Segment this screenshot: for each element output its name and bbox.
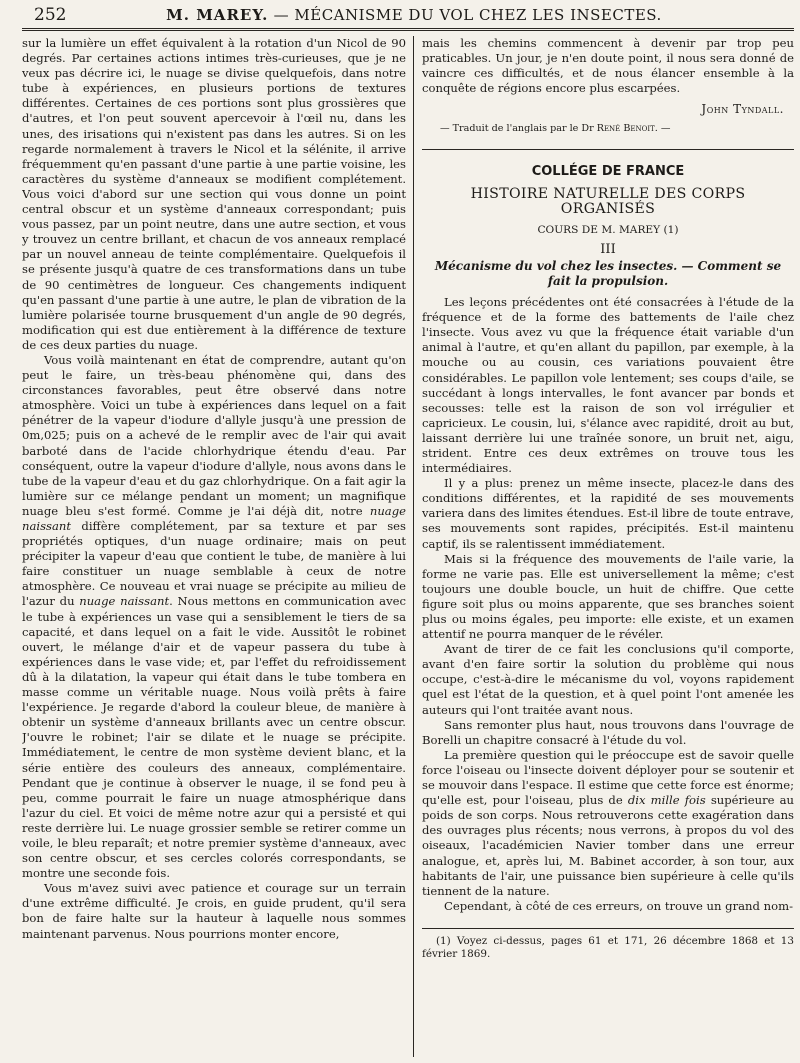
paragraph: Vous m'avez suivi avec patience et courage sur un terrain d'une extrême difficulté. Je crois, en guide prudent, qu'il sera bon de faire halte sur la hauteur à laquelle nous sommes maintenant parvenus. Nous pourrions monter encore, [22,881,406,941]
paragraph: Avant de tirer de ce fait les conclusions qu'il comporte, avant d'en faire sortir la solution du problème qui nous occupe, c'est-à-dire le mécanisme du vol, voyons rapidement quel est l'état de la question, et à quel point l'ont amenée les auteurs qui l'ont traitée avant nous. [422,642,794,717]
signature: John Tyndall. [701,102,784,117]
emphasis: dix mille fois [627,793,706,808]
paragraph: mais les chemins commencent à devenir par trop peu praticables. Un jour, je n'en doute point, il nous sera donné de vaincre ces difficultés, et de nous élancer ensemble à la conquête de régions encore plus escarpées. [422,36,794,96]
right-column [422,36,794,1057]
lecture-subtitle: Mécanisme du vol chez les insectes. — Comment se fait la propulsion. [434,259,782,289]
paragraph [22,353,406,881]
text-run: — Traduit de l'anglais par le Dr [440,123,597,135]
running-head-author: M. MAREY. [166,6,269,24]
course-author: COURS DE M. MAREY (1) [537,223,679,236]
translator-note [440,121,794,136]
paragraph: Mais si la fréquence des mouvements de l'aile varie, la forme ne varie pas. Elle est universellement la même; c'est toujours une double boucle, un huit de chiffre. Que cette figure soit plus ou moins apparente, que ses branches soient plus ou moins égales, peu importe: elle existe, et un examen attentif ne pourra manquer de le révéler. [422,551,794,642]
text-run: La première question qui le préoccupe est de savoir quelle force l'oiseau ou l'insecte doivent déployer pour se soutenir et se mouvoir dans l'espace. Il estime que cette force est énorme; qu'elle est, pour l'oiseau, plus de [422,747,794,808]
paragraph: Cependant, à côté de ces erreurs, on trouve un grand nom- [444,898,793,913]
translator-name: René Benoit [596,123,655,135]
footnote: (1) Voyez ci-dessus, pages 61 et 171, 26 décembre 1868 et 13 février 1869. [422,934,794,960]
paragraph: sur la lumière un effet équivalent à la rotation d'un Nicol de 90 degrés. Par certaines actions intimes très-curieuses, que je ne veux pas décrire ici, le nuage se divise quelquefois, dans notre tube à expériences, en plusieurs portions de textures différentes. Certaines de ces portions sont plus grossières que d'autres, et l'on peut souvent apercevoir à l'œil nu, dans les unes, des irisations qui n'existent pas dans les autres. Si on les regarde normalement à travers le Nicol et la sélénite, il arrive fréquemment qu'en passant d'une partie à une partie voisine, les caractères du système d'anneaux se modifient complétement. Vous voici d'abord sur une section qui vous donne un point central obscur et un système d'anneaux correspondant; puis vous passez, par un point neutre, dans une autre section, et vous y trouvez un centre brillant, et chacun de vos anneaux remplacé par un nouvel anneau de teinte complémentaire. Quelquefois il se présente jusqu'à quatre de ces transformations dans un tube de 90 centimètres de longueur. Ces changements indiquent qu'en passant d'une partie à une autre, le plan de vibration de la lumière polarisée tourne brusquement d'un angle de 90 degrés, modification qui est due entièrement à la différence de texture de ces deux parties du nuage. [22,36,406,352]
paragraph: Sans remonter plus haut, nous trouvons dans l'ouvrage de Borelli un chapitre consacré à l'étude du vol. [422,717,794,747]
running-head-title: — MÉCANISME DU VOL CHEZ LES INSECTES. [273,6,662,24]
text-run: . — [654,123,671,135]
section-rule [422,149,794,150]
paragraph: Les leçons précédentes ont été consacrées à l'étude de la fréquence et de la forme des battements de l'aile chez l'insecte. Vous avez vu que la fréquence était variable d'un animal à l'autre, et qu'en allant du papillon, par exemple, à la mouche ou au cousin, ces variations pouvaient être considérables. Le papillon vole lentement; ses coups d'aile, se succédant à longs intervalles, le font avancer par bonds et secousses: telle est la raison de son vol irrégulier et capricieux. Le cousin, lui, s'élance avec rapidité, droit au but, laissant derrière lui une traînée sonore, un bruit net, aigu, strident. Entre ces deux extrêmes on trouve tous les intermédiaires. [422,295,794,476]
lecture-number: III [600,241,616,257]
emphasis: nuage naissant [79,594,170,609]
paragraph: Il y a plus: prenez un même insecte, placez-le dans des conditions différentes, et la rapidité de ses mouvements variera dans des limites étendues. Est-il libre de toute entrave, ses mouvements sont rapides, précipités. Est-il maintenu captif, ils se ralentissent immédiatement. [422,476,794,551]
text-run: . Nous mettons en communication avec le tube à expériences un vase qui a sensiblement le tiers de sa capacité, et dans lequel on a fait le vide. Aussitôt le robinet ouvert, le mélange d'air et de vapeur passera du tube à expériences dans le vase vide; et, par l'effet du refroidissement dû à la dilatation, la vapeur qui était dans le tube tombera en masse comme un véritable nuage. Nous voilà prêts à faire l'expérience. Je regarde d'abord la couleur bleue, de manière à obtenir un système d'anneaux brillants avec un centre obscur. J'ouvre le robinet; l'air se dilate et le nuage se précipite. Immédiatement, le centre de mon système devient blanc, et la série entière des couleurs des anneaux, complémentaire. Pendant que je continue à observer le nuage, il se fond peu à peu, comme pourrait le faire un nuage atmosphérique dans l'azur du ciel. Et voici de même notre azur qui a persisté et qui reste derrière lui. Le nuage grossier semble se retirer comme un voile, le bleu reparaît; et notre premier système d'anneaux, avec son centre obscur, et ses cercles colorés correspondants, se montre une seconde fois. [22,594,406,881]
text-run: Vous voilà maintenant en état de comprendre, autant qu'on peut le faire, un très-beau phénomène qui, dans des circonstances favorables, peut être observé dans notre atmosphère. Voici un tube à expériences dans lequel on a fait pénétrer de la vapeur d'iodure d'allyle jusqu'à une pression de 0m,025; puis on a achevé de le remplir avec de l'air qui avait barboté dans de l'acide chlorhydrique étendu d'eau. Par conséquent, outre la vapeur d'iodure d'allyle, nous avons dans le tube de la vapeur d'eau et du gaz chlorhydrique. On a fait agir la lumière sur ce mélange pendant un moment; un magnifique nuage bleu s'est formé. Comme je l'ai déjà dit, notre [22,352,406,518]
left-column [22,36,406,1057]
running-head [94,6,734,24]
page-header [22,2,794,31]
footnote-rule [422,928,794,929]
page-number: 252 [34,5,67,25]
text-run: diffère complétement, par sa texture et par ses propriétés optiques, d'un nuage ordinaire; mais on peut précipiter la vapeur d'eau que contient le tube, de manière à lui faire constituer un nuage semblable à ceux de notre atmosphère. Ce nouveau et vrai nuage se précipite au milieu de l'azur du [22,519,406,609]
section-heading: COLLÉGE DE FRANCE [531,163,685,179]
emphasis: nuage naissant [22,503,406,533]
paragraph [422,748,794,899]
column-divider [413,36,414,1057]
text-run: supérieure au poids de son corps. Nous retrouverons cette exagération dans des ouvrages plus récents; nous verrons, à propos du vol des oiseaux, l'académicien Navier tomber dans une erreur analogue, et, après lui, M. Babinet accorder, à son tour, aux habitants de l'air, une puissance bien supérieure à celle qu'ils tiennent de la nature. [422,793,794,898]
course-title: HISTOIRE NATURELLE DES CORPS ORGANISÉS [470,185,746,217]
